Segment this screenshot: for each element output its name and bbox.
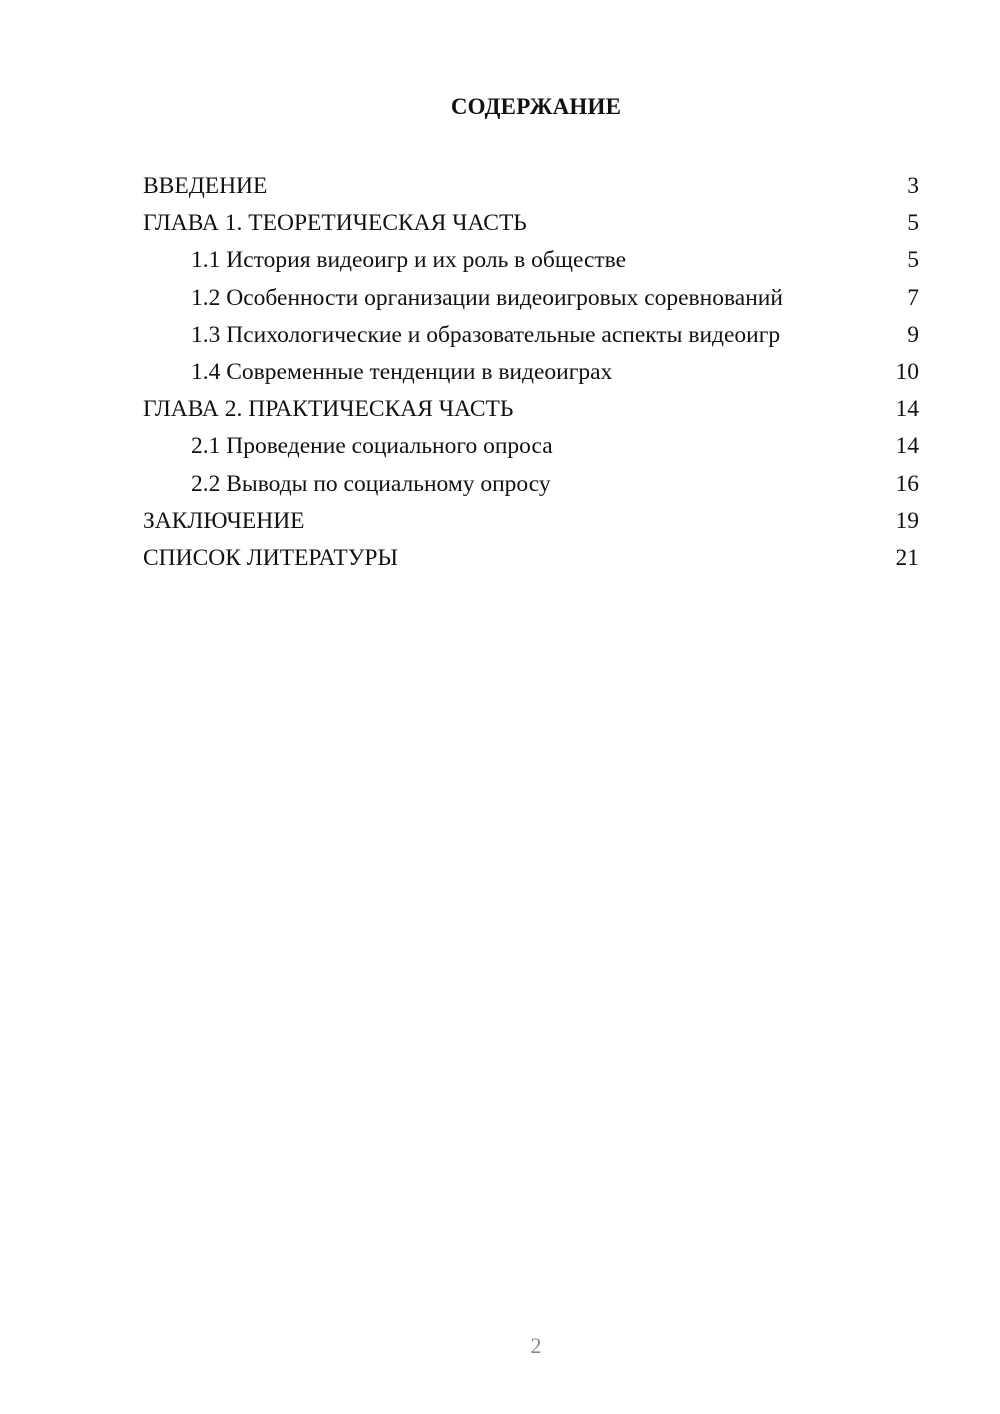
toc-entry-page: 14 bbox=[895, 396, 919, 423]
toc-entry-page: 5 bbox=[907, 247, 919, 274]
toc-entry-section-1-2[interactable] bbox=[143, 280, 919, 317]
toc-entry-page: 19 bbox=[895, 507, 919, 534]
toc-entry-label: ВВЕДЕНИЕ bbox=[143, 173, 268, 199]
toc-entry-page: 3 bbox=[907, 173, 919, 199]
toc-entry-section-2-2[interactable] bbox=[143, 466, 919, 503]
page-number: 2 bbox=[530, 1333, 542, 1358]
toc-entry-bibliography[interactable] bbox=[143, 540, 919, 577]
toc-entry-label: ГЛАВА 1. ТЕОРЕТИЧЕСКАЯ ЧАСТЬ bbox=[143, 210, 527, 237]
toc-entry-section-2-1[interactable] bbox=[143, 428, 919, 465]
toc-entry-page: 5 bbox=[907, 210, 919, 237]
toc-entry-label: СПИСОК ЛИТЕРАТУРЫ bbox=[143, 544, 398, 571]
toc-entry-page: 9 bbox=[907, 321, 919, 348]
toc-entry-label: ЗАКЛЮЧЕНИЕ bbox=[143, 507, 305, 534]
table-of-contents bbox=[143, 168, 919, 577]
toc-entry-introduction[interactable] bbox=[143, 168, 919, 205]
toc-entry-page: 7 bbox=[907, 284, 919, 311]
toc-entry-label: 1.3 Психологические и образовательные аспекты видеоигр bbox=[191, 321, 781, 348]
toc-entry-page: 14 bbox=[895, 433, 919, 460]
toc-entry-label: 1.4 Современные тенденции в видеоиграх bbox=[191, 358, 613, 385]
toc-entry-page: 16 bbox=[895, 470, 919, 497]
toc-entry-section-1-3[interactable] bbox=[143, 317, 919, 354]
toc-entry-label: 1.2 Особенности организации видеоигровых соревнований bbox=[191, 284, 783, 311]
toc-entry-chapter-1[interactable] bbox=[143, 205, 919, 242]
toc-entry-page: 10 bbox=[895, 358, 919, 385]
toc-entry-conclusion[interactable] bbox=[143, 503, 919, 540]
page-title: СОДЕРЖАНИЕ bbox=[450, 94, 622, 119]
toc-entry-section-1-1[interactable] bbox=[143, 242, 919, 279]
toc-entry-chapter-2[interactable] bbox=[143, 391, 919, 428]
toc-entry-label: 1.1 История видеоигр и их роль в обществе bbox=[191, 247, 627, 274]
toc-entry-label: ГЛАВА 2. ПРАКТИЧЕСКАЯ ЧАСТЬ bbox=[143, 396, 514, 423]
toc-entry-label: 2.2 Выводы по социальному опросу bbox=[191, 470, 551, 497]
toc-entry-section-1-4[interactable] bbox=[143, 354, 919, 391]
toc-entry-page: 21 bbox=[895, 544, 919, 571]
toc-entry-label: 2.1 Проведение социального опроса bbox=[191, 433, 553, 460]
